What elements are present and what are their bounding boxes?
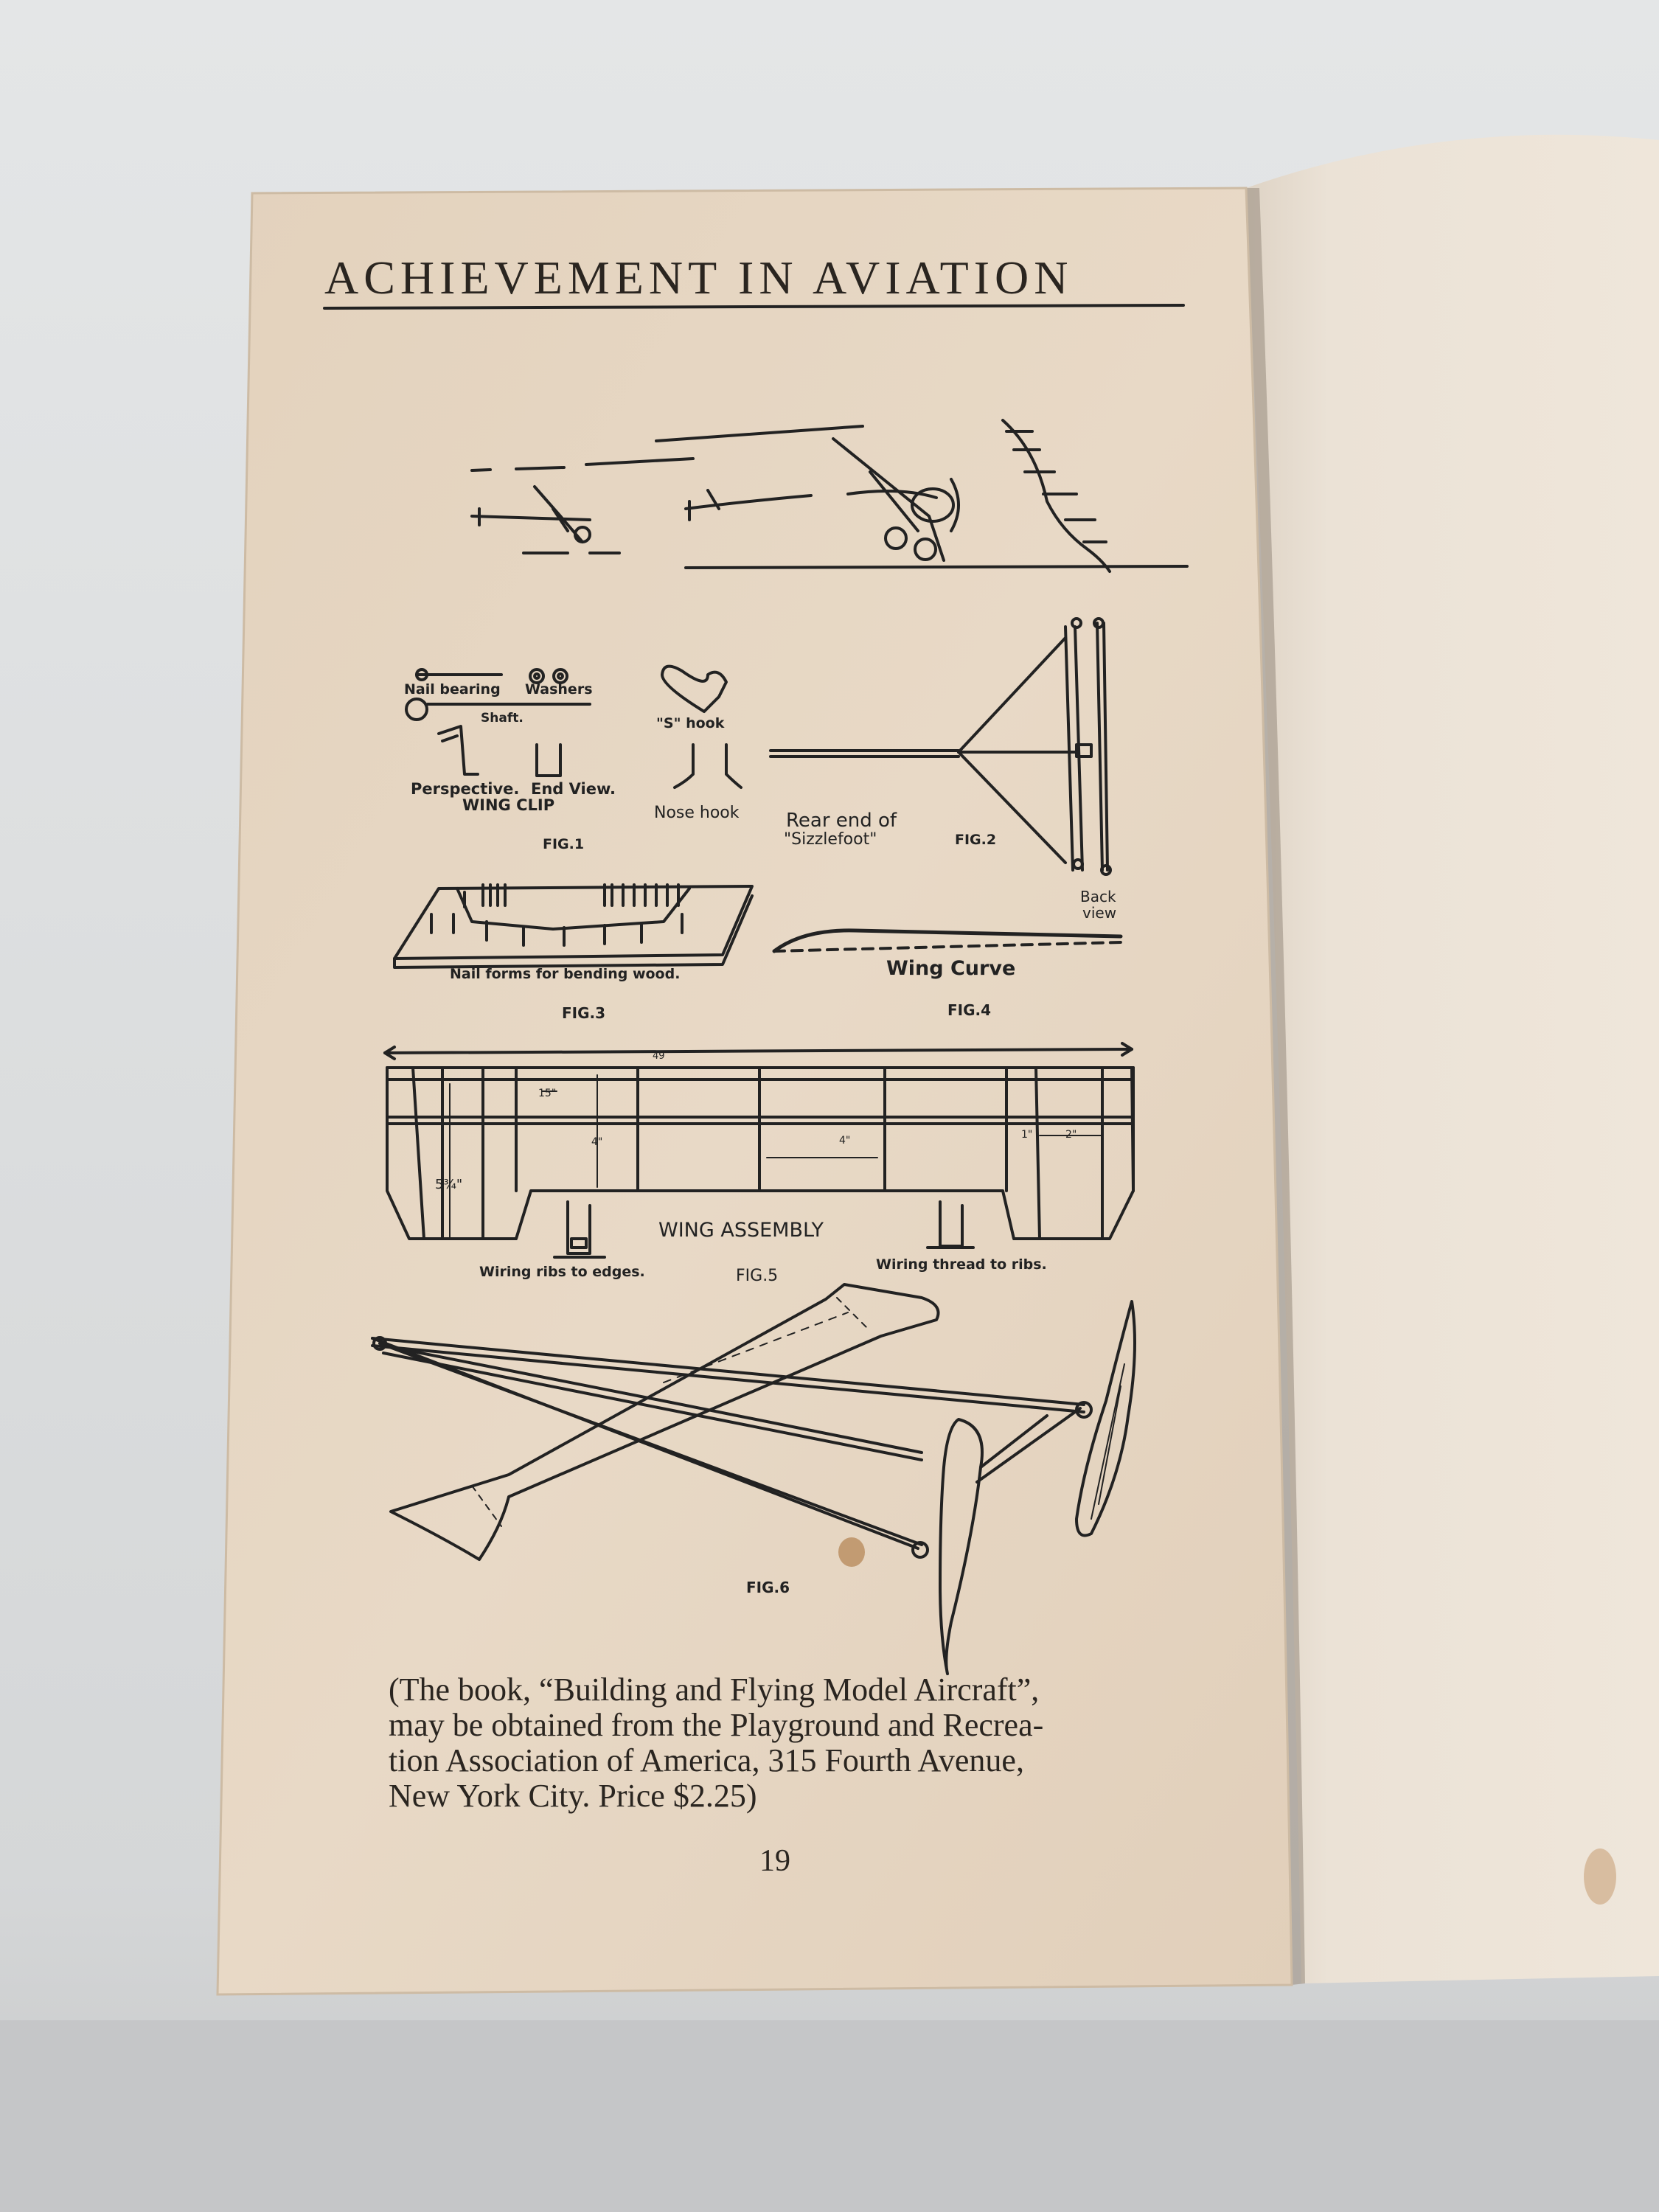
- wiring-thread-label: Wiring thread to ribs.: [876, 1256, 1047, 1273]
- shaft-label: Shaft.: [481, 711, 524, 726]
- sizzlefoot-label: "Sizzlefoot": [784, 830, 877, 849]
- wing-curve-label: Wing Curve: [886, 957, 1016, 980]
- caption-line: New York City. Price $2.25): [389, 1778, 757, 1814]
- fig3-label: FIG.3: [562, 1004, 606, 1022]
- washers-label: Washers: [525, 681, 593, 698]
- dim-total-label: 49: [653, 1051, 665, 1062]
- dim-4b-label: 4": [839, 1135, 851, 1147]
- dim-4a-label: 4": [591, 1136, 603, 1148]
- page-title: ACHIEVEMENT IN AVIATION: [324, 251, 1074, 304]
- wing-clip-label: WING CLIP: [462, 796, 555, 814]
- s-hook-label: "S" hook: [656, 715, 725, 731]
- back-view-label-2: view: [1082, 904, 1117, 922]
- dim-5-label: 5¾": [435, 1177, 463, 1192]
- dim-2-label: 2": [1065, 1129, 1077, 1141]
- page-number: 19: [759, 1844, 790, 1878]
- fig1-label: FIG.1: [543, 836, 585, 852]
- dim-1-label: 1": [1021, 1129, 1033, 1141]
- caption-line: may be obtained from the Playground and Recrea-: [389, 1707, 1044, 1743]
- facing-page: [1246, 135, 1659, 1983]
- dim-15-label: 15": [538, 1088, 557, 1099]
- nail-bearing-label: Nail bearing: [404, 681, 501, 698]
- back-view-label-1: Back: [1080, 888, 1116, 905]
- caption-line: tion Association of America, 315 Fourth Avenue,: [389, 1742, 1024, 1778]
- page-stain: [838, 1537, 865, 1567]
- fig6-label: FIG.6: [746, 1579, 790, 1596]
- table-shadow-strip: [0, 2020, 1659, 2212]
- fig4-label: FIG.4: [947, 1001, 992, 1019]
- perspective-label: Perspective.: [411, 780, 520, 798]
- nail-forms-label: Nail forms for bending wood.: [450, 966, 681, 982]
- end-view-label: End View.: [531, 780, 616, 798]
- fig2-label: FIG.2: [955, 832, 997, 848]
- book-reference-caption: [389, 1672, 1170, 1814]
- wing-assembly-label: WING ASSEMBLY: [658, 1219, 824, 1242]
- fig5-label: FIG.5: [736, 1267, 779, 1285]
- caption-line: (The book, “Building and Flying Model Aircraft”,: [389, 1672, 1040, 1708]
- stain-spot: [1584, 1848, 1616, 1905]
- rear-end-label: Rear end of: [786, 810, 897, 832]
- wiring-edges-label: Wiring ribs to edges.: [479, 1264, 645, 1280]
- nose-hook-label: Nose hook: [654, 804, 740, 822]
